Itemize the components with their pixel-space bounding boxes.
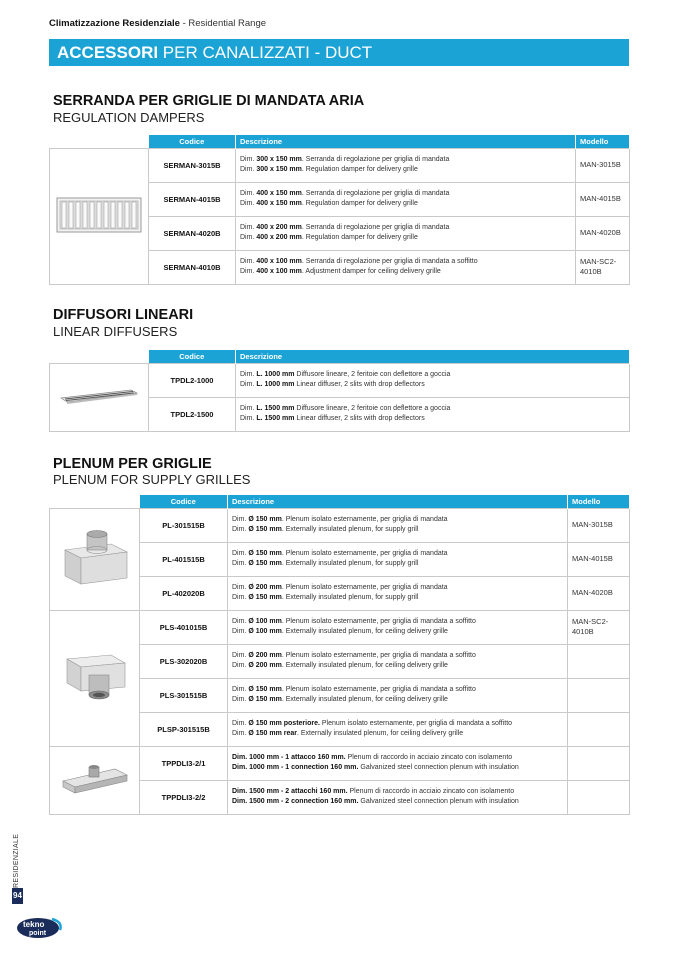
logo-top-text: tekno [23,920,45,929]
header-blank [50,135,149,148]
product-code: TPPDLI3-2/1 [140,746,228,780]
product-description: Dim. 1000 mm - 1 attacco 160 mm. Plenum di raccordo in acciaio zincato con isolamento Dim. 1000 mm - 1 connection 160 mm. Galvanized steel connection plenum with insulation [228,746,568,780]
page-header [49,18,266,29]
product-model [568,678,630,712]
product-code: SERMAN-3015B [149,148,236,182]
product-description: Dim. 400 x 100 mm. Serranda di regolazione per griglia di mandata a soffitto Dim. 400 x 100 mm. Adjustment damper for ceiling delivery grille [236,250,576,284]
product-description: Dim. 300 x 150 mm. Serranda di regolazione per griglia di mandata Dim. 300 x 150 mm. Regulation damper for delivery grille [236,148,576,182]
table-row [50,610,630,644]
col-header-code: Codice [140,495,228,508]
logo-bottom-text: point [29,930,47,937]
connection-plenum-icon [59,759,131,799]
product-model [568,644,630,678]
col-header-desc: Descrizione [236,350,630,363]
ceiling-plenum-image [50,610,140,746]
brand-logo [16,916,64,940]
product-model: MAN-4020B [576,216,630,250]
product-description: Dim. Ø 150 mm. Plenum isolato esternamente, per griglia di mandata Dim. Ø 150 mm. Externally insulated plenum, for supply grill [228,542,568,576]
product-code: PL-301515B [140,508,228,542]
plenum-box-icon [59,528,131,588]
table-row [50,363,630,397]
product-code: TPPDLI3-2/2 [140,780,228,814]
header-blank [50,350,149,363]
table-row [50,148,630,182]
header-range: Residential Range [188,18,267,29]
section-subtitle-dampers: REGULATION DAMPERS [53,110,205,125]
product-model: MAN-3015B [576,148,630,182]
diffuser-image [50,363,149,431]
product-description: Dim. Ø 200 mm. Plenum isolato esternamente, per griglia di mandata Dim. Ø 150 mm. Externally insulated plenum, for supply grill [228,576,568,610]
product-model: MAN-SC2-4010B [576,250,630,284]
col-header-code: Codice [149,135,236,148]
product-code: TPDL2-1500 [149,397,236,431]
section-subtitle-plenum: PLENUM FOR SUPPLY GRILLES [53,472,251,487]
table-row [50,746,630,780]
col-header-model: Modello [568,495,630,508]
product-model [568,780,630,814]
page-number: 94 [12,888,23,904]
product-model: MAN-4020B [568,576,630,610]
product-model: MAN-3015B [568,508,630,542]
header-brand: Climatizzazione Residenziale [49,18,180,29]
dampers-table [49,135,630,285]
connection-plenum-image [50,746,140,814]
section-title-dampers: SERRANDA PER GRIGLIE DI MANDATA ARIA [53,93,365,109]
side-label: RESIDENZIALE [13,833,20,888]
product-model: MAN-SC2-4010B [568,610,630,644]
banner-bold: ACCESSORI [57,43,159,62]
col-header-desc: Descrizione [236,135,576,148]
banner-rest: PER CANALIZZATI - DUCT [158,43,373,62]
linear-diffuser-icon [59,384,139,408]
damper-image [50,148,149,284]
product-description: Dim. 400 x 200 mm. Serranda di regolazione per griglia di mandata Dim. 400 x 200 mm. Regulation damper for delivery grille [236,216,576,250]
product-description: Dim. Ø 100 mm. Plenum isolato esternamente, per griglia di mandata a soffitto Dim. Ø 100 mm. Externally insulated plenum, for ceiling delivery grille [228,610,568,644]
damper-grille-icon [56,197,142,233]
section-title-plenum: PLENUM PER GRIGLIE [53,456,212,472]
product-code: PLS-301515B [140,678,228,712]
header-sep: - [179,18,189,29]
col-header-desc: Descrizione [228,495,568,508]
page-banner [49,39,629,66]
table-row [50,508,630,542]
col-header-code: Codice [149,350,236,363]
product-model: MAN-4015B [568,542,630,576]
product-description: Dim. Ø 150 mm. Plenum isolato esternamente, per griglia di mandata Dim. Ø 150 mm. Externally insulated plenum, for supply grill [228,508,568,542]
product-description: Dim. 1500 mm - 2 attacchi 160 mm. Plenum di raccordo in acciaio zincato con isolamento Dim. 1500 mm - 2 connection 160 mm. Galvanized steel connection plenum with insulation [228,780,568,814]
product-description: Dim. 400 x 150 mm. Serranda di regolazione per griglia di mandata Dim. 400 x 150 mm. Regulation damper for delivery grille [236,182,576,216]
tekno-point-logo-icon [16,916,64,940]
product-code: PLS-401015B [140,610,228,644]
product-code: PL-401515B [140,542,228,576]
product-code: PL-402020B [140,576,228,610]
col-header-model: Modello [576,135,630,148]
product-model [568,712,630,746]
product-code: PLSP-301515B [140,712,228,746]
product-description: Dim. L. 1000 mm Diffusore lineare, 2 feritoie con deflettore a goccia Dim. L. 1000 mm Linear diffuser, 2 slits with drop deflectors [236,363,630,397]
section-title-diffusers: DIFFUSORI LINEARI [53,307,194,323]
product-model: MAN-4015B [576,182,630,216]
product-description: Dim. Ø 150 mm posteriore. Plenum isolato esternamente, per griglia di mandata a soffitto Dim. Ø 150 mm rear. Externally insulated plenum, for ceiling delivery grille [228,712,568,746]
product-code: PLS-302020B [140,644,228,678]
product-description: Dim. Ø 150 mm. Plenum isolato esternamente, per griglia di mandata a soffitto Dim. Ø 150 mm. Externally insulated plenum, for ceiling delivery grille [228,678,568,712]
header-blank [50,495,140,508]
ceiling-plenum-icon [59,647,131,707]
plenum-table [49,495,630,815]
product-description: Dim. L. 1500 mm Diffusore lineare, 2 feritoie con deflettore a goccia Dim. L. 1500 mm Linear diffuser, 2 slits with drop deflectors [236,397,630,431]
product-model [568,746,630,780]
product-code: SERMAN-4015B [149,182,236,216]
plenum-image [50,508,140,610]
product-code: TPDL2-1000 [149,363,236,397]
section-subtitle-diffusers: LINEAR DIFFUSERS [53,324,178,339]
product-code: SERMAN-4010B [149,250,236,284]
product-description: Dim. Ø 200 mm. Plenum isolato esternamente, per griglia di mandata a soffitto Dim. Ø 200 mm. Externally insulated plenum, for ceiling delivery grille [228,644,568,678]
product-code: SERMAN-4020B [149,216,236,250]
diffusers-table [49,350,630,432]
